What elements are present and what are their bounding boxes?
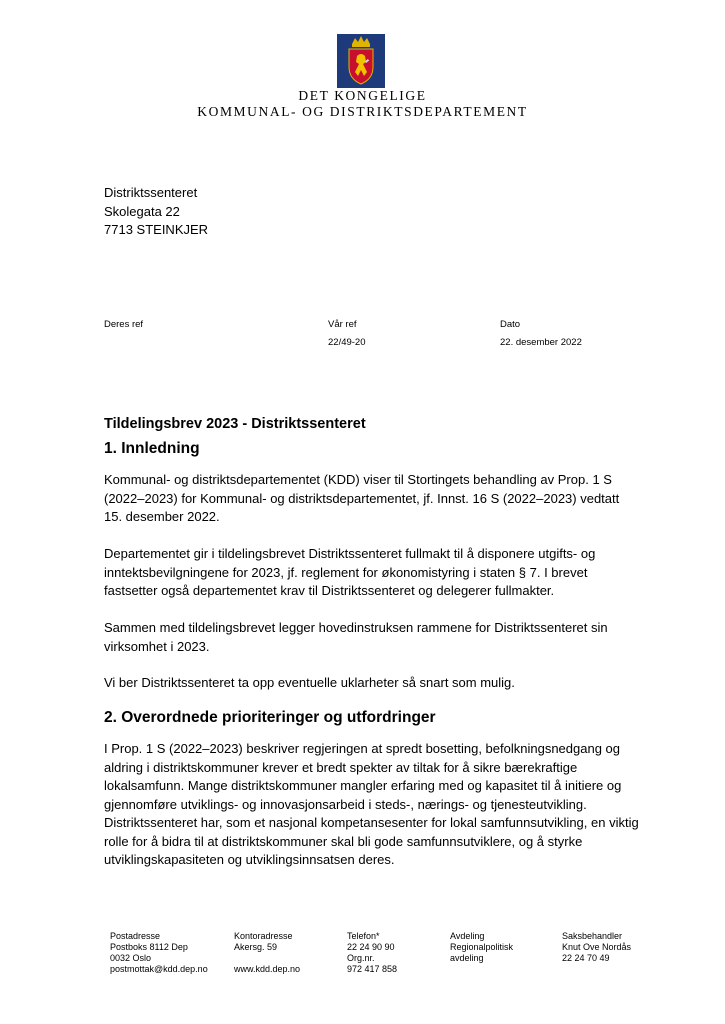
paragraph-line: Departementet gir i tildelingsbrevet Distriktssenteret fullmakt til å disponere utgifts- og xyxy=(104,546,596,561)
letter-title: Tildelingsbrev 2023 - Distriktssenteret xyxy=(104,416,366,432)
paragraph-line: Kommunal- og distriktsdepartementet (KDD) viser til Stortingets behandling av Prop. 1 S xyxy=(104,472,612,487)
section-1-heading: 1. Innledning xyxy=(104,440,200,457)
var-ref-label: Vår ref xyxy=(328,319,357,330)
footer-line: avdeling xyxy=(450,953,484,963)
paragraph-1 xyxy=(104,471,664,527)
paragraph-line: virksomhet i 2023. xyxy=(104,638,210,654)
footer-line: Postadresse xyxy=(110,931,161,941)
paragraph-line: rolle for å bidra til at distriktskommuner skal bli gode samfunnsutviklere, og å styrke xyxy=(104,833,583,849)
paragraph-line: Distriktssenteret har, som et nasjonal kompetansesenter for lokal samfunnsutvikling, en viktig xyxy=(104,815,639,830)
footer-line: Avdeling xyxy=(450,931,485,941)
recipient-address xyxy=(104,184,208,240)
footer-line: Org.nr. xyxy=(347,953,375,963)
paragraph-line: Sammen med tildelingsbrevet legger hovedinstruksen rammene for Distriktssenteret sin xyxy=(104,620,608,635)
footer-website[interactable]: www.kdd.dep.no xyxy=(234,964,301,974)
department-header-line1: DET KONGELIGE xyxy=(298,88,427,103)
paragraph-line: 15. desember 2022. xyxy=(104,509,220,524)
paragraph-line: utviklingskapasiteten og utviklingsinnsatsen deres. xyxy=(104,852,395,867)
footer-line: Postboks 8112 Dep xyxy=(110,942,188,952)
paragraph-4 xyxy=(104,674,664,693)
footer-phone xyxy=(347,931,397,975)
dato-value: 22. desember 2022 xyxy=(500,337,582,348)
deres-ref-label: Deres ref xyxy=(104,319,144,330)
paragraph-line: aldring i distriktskommuner krever et bredt spekter av tiltak for å sikre bærekraftige xyxy=(104,759,578,775)
footer-line: Knut Ove Nordås xyxy=(562,942,632,952)
footer-line xyxy=(234,953,300,964)
paragraph-line: (2022–2023) for Kommunal- og distriktsdepartementet, jf. Innst. 16 S (2022–2023) vedtatt xyxy=(104,490,620,506)
paragraph-line: I Prop. 1 S (2022–2023) beskriver regjeringen at spredt bosetting, befolkningsnedgang og xyxy=(104,741,621,756)
footer-department xyxy=(450,931,513,964)
footer-line: Telefon* xyxy=(347,931,380,941)
recipient-city: 7713 STEINKJER xyxy=(104,222,209,237)
footer-line: 22 24 90 90 xyxy=(347,942,395,952)
dato-label: Dato xyxy=(500,319,521,330)
recipient-name: Distriktssenteret xyxy=(104,185,198,200)
footer-line: 972 417 858 xyxy=(347,964,398,974)
paragraph-line: lokalsamfunn. Mange distriktskommuner mangler erfaring med og kapasitet til å initiere og xyxy=(104,778,622,793)
paragraph-line: Vi ber Distriktssenteret ta opp eventuelle uklarheter så snart som mulig. xyxy=(104,675,515,690)
footer-line: 0032 Oslo xyxy=(110,953,152,963)
footer-postal-address xyxy=(110,931,208,975)
footer-line: Regionalpolitisk xyxy=(450,942,514,952)
paragraph-line: fastsetter også departementet krav til Distriktssenteret og delegerer fullmakter. xyxy=(104,583,555,598)
paragraph-2 xyxy=(104,545,664,601)
footer-line: Akersg. 59 xyxy=(234,942,278,952)
department-header-line2: KOMMUNAL- OG DISTRIKTSDEPARTEMENT xyxy=(197,104,528,119)
footer-office-address xyxy=(234,931,300,975)
paragraph-3 xyxy=(104,619,664,656)
paragraph-5 xyxy=(104,740,664,870)
paragraph-line: gjennomføre utviklings- og innovasjonsarbeid i steds-, nærings- og tjenesteutvikling. xyxy=(104,796,587,812)
var-ref-value: 22/49-20 xyxy=(328,337,366,348)
paragraph-line: inntektsbevilgningene for 2023, jf. reglement for økonomistyring i staten § 7. I brevet xyxy=(104,564,588,580)
footer-line: 22 24 70 49 xyxy=(562,953,610,963)
royal-coat-of-arms-icon xyxy=(337,34,385,88)
footer-case-officer xyxy=(562,931,631,964)
footer-email[interactable]: postmottak@kdd.dep.no xyxy=(110,964,208,974)
section-2-heading: 2. Overordnede prioriteringer og utfordringer xyxy=(104,709,436,726)
footer-line: Saksbehandler xyxy=(562,931,623,941)
recipient-street: Skolegata 22 xyxy=(104,203,180,219)
footer-line: Kontoradresse xyxy=(234,931,293,941)
